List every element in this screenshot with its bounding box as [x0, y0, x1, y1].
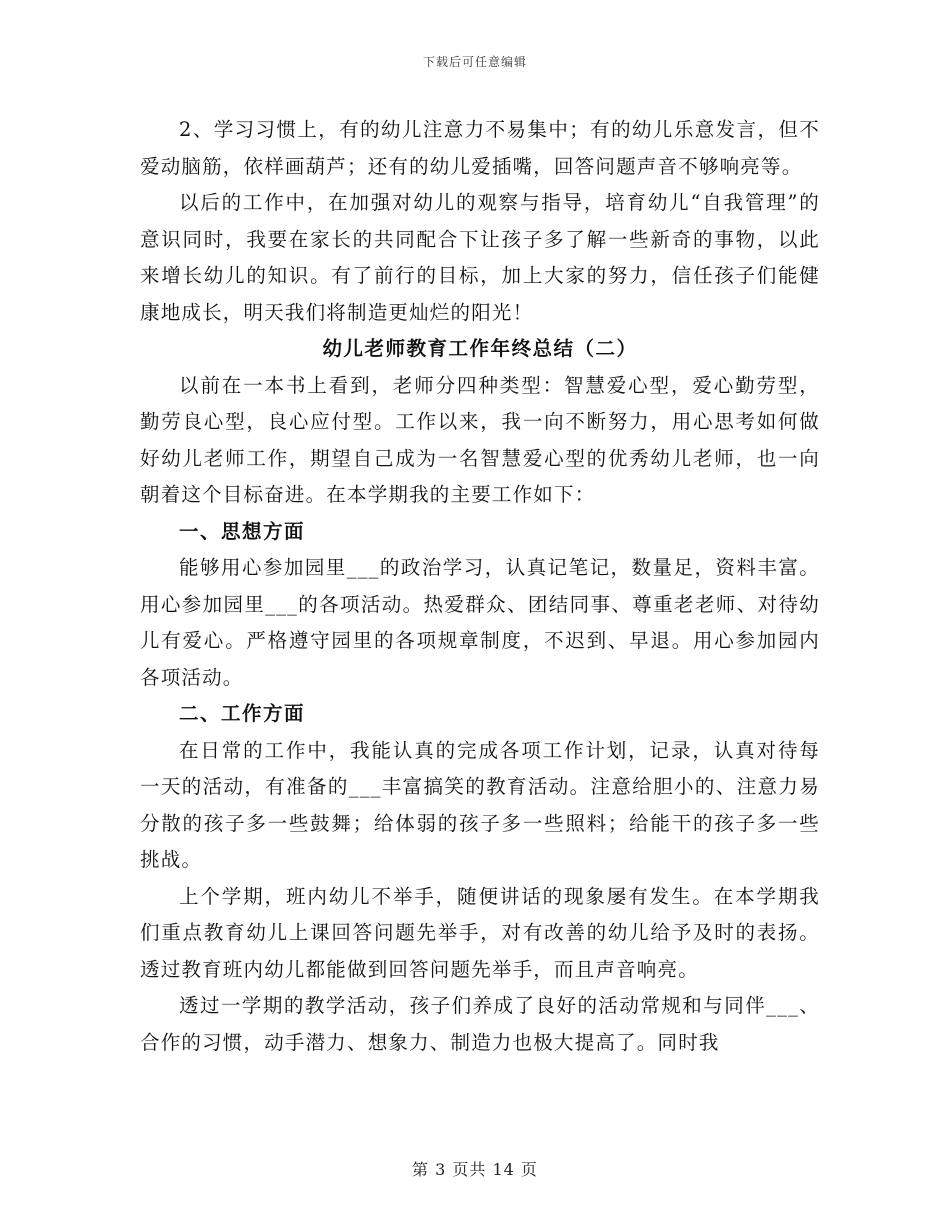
paragraph-ideology: 能够用心参加园里___的政治学习，认真记笔记，数量足，资料丰富。用心参加园里___的各项活动。热爱群众、团结同事、尊重老老师、对待幼儿有爱心。严格遵守园里的各项规章制度，不迟到、早退。用心参加园内各项活动。 [140, 556, 820, 689]
page-number: 第 3 页共 14 页 [412, 1160, 538, 1179]
paragraph-study-habits: 2、学习习惯上，有的幼儿注意力不易集中；有的幼儿乐意发言，但不爱动脑筋，依样画葫芦；还有的幼儿爱插嘴，回答问题声音不够响亮等。 [140, 118, 820, 178]
subheading-work: 二、工作方面 [179, 702, 306, 725]
section-title: 幼儿老师教育工作年终总结（二） [322, 337, 638, 360]
paragraph-semester-results: 透过一学期的教学活动，孩子们养成了良好的活动常规和与同伴___、合作的习惯，动手潜力、想象力、制造力也极大提高了。同时我 [140, 994, 820, 1054]
subheading-ideology: 一、思想方面 [179, 519, 306, 543]
page-header-note: 下载后可任意编辑 [422, 55, 527, 69]
paragraph-future-work: 以后的工作中，在加强对幼儿的观察与指导，培育幼儿“自我管理”的意识同时，我要在家长的共同配合下让孩子多了解一些新奇的事物，以此来增长幼儿的知识。有了前行的目标，加上大家的努力，信任孩子们能健康地成长，明天我们将制造更灿烂的阳光！ [140, 191, 820, 324]
document-body [140, 112, 820, 1061]
paragraph-teacher-types: 以前在一本书上看到，老师分四种类型：智慧爱心型，爱心勤劳型，勤劳良心型，良心应付型。工作以来，我一向不断努力，用心思考如何做好幼儿老师工作，期望自己成为一名智慧爱心型的优秀幼儿老师，也一向朝着这个目标奋进。在本学期我的主要工作如下： [140, 373, 820, 506]
paragraph-hand-raising: 上个学期，班内幼儿不举手，随便讲话的现象屡有发生。在本学期我们重点教育幼儿上课回答问题先举手，对有改善的幼儿给予及时的表扬。透过教育班内幼儿都能做到回答问题先举手，而且声音响亮。 [140, 884, 820, 981]
paragraph-daily-work: 在日常的工作中，我能认真的完成各项工作计划，记录，认真对待每一天的活动，有准备的___丰富搞笑的教育活动。注意给胆小的、注意力易分散的孩子多一些鼓舞；给体弱的孩子多一些照料；给能干的孩子多一些挑战。 [140, 738, 820, 871]
